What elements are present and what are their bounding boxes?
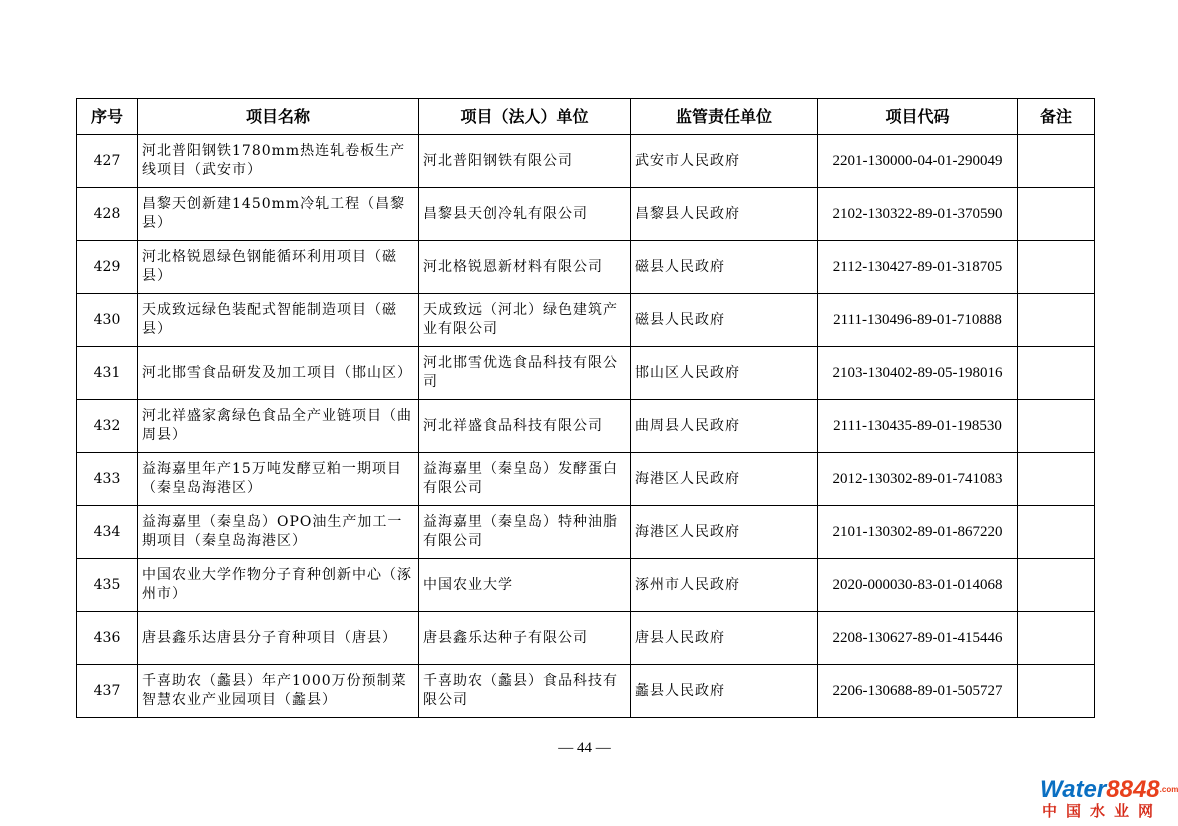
cell-project-code: 2101-130302-89-01-867220: [818, 506, 1018, 559]
cell-project-code: 2208-130627-89-01-415446: [818, 612, 1018, 665]
header-note: 备注: [1018, 99, 1095, 135]
cell-no: 433: [77, 453, 138, 506]
table-row: [77, 559, 1095, 612]
cell-no: 431: [77, 347, 138, 400]
cell-legal-unit: 唐县鑫乐达种子有限公司: [419, 612, 631, 665]
table-row: [77, 135, 1095, 188]
header-legal-unit: 项目（法人）单位: [419, 99, 631, 135]
watermark-logo: [1040, 776, 1178, 822]
cell-project-code: 2103-130402-89-05-198016: [818, 347, 1018, 400]
cell-legal-unit: 千喜助农（蠡县）食品科技有限公司: [419, 665, 631, 718]
table-row: [77, 241, 1095, 294]
cell-legal-unit: 河北邯雪优选食品科技有限公司: [419, 347, 631, 400]
cell-no: 429: [77, 241, 138, 294]
cell-note: [1018, 241, 1095, 294]
cell-legal-unit: 益海嘉里（秦皇岛）特种油脂有限公司: [419, 506, 631, 559]
cell-project-name: 益海嘉里年产15万吨发酵豆粕一期项目（秦皇岛海港区）: [138, 453, 419, 506]
cell-project-code: 2012-130302-89-01-741083: [818, 453, 1018, 506]
cell-supervisor: 唐县人民政府: [631, 612, 818, 665]
cell-project-name: 天成致远绿色装配式智能制造项目（磁县）: [138, 294, 419, 347]
cell-legal-unit: 河北祥盛食品科技有限公司: [419, 400, 631, 453]
cell-project-name: 河北邯雪食品研发及加工项目（邯山区）: [138, 347, 419, 400]
cell-note: [1018, 665, 1095, 718]
cell-no: 434: [77, 506, 138, 559]
cell-note: [1018, 400, 1095, 453]
cell-project-name: 唐县鑫乐达唐县分子育种项目（唐县）: [138, 612, 419, 665]
cell-note: [1018, 294, 1095, 347]
cell-project-code: 2111-130496-89-01-710888: [818, 294, 1018, 347]
header-project-name: 项目名称: [138, 99, 419, 135]
cell-no: 436: [77, 612, 138, 665]
cell-note: [1018, 453, 1095, 506]
table-row: [77, 665, 1095, 718]
cell-supervisor: 海港区人民政府: [631, 506, 818, 559]
cell-note: [1018, 188, 1095, 241]
cell-project-code: 2020-000030-83-01-014068: [818, 559, 1018, 612]
cell-project-code: 2201-130000-04-01-290049: [818, 135, 1018, 188]
cell-supervisor: 邯山区人民政府: [631, 347, 818, 400]
cell-no: 427: [77, 135, 138, 188]
cell-supervisor: 海港区人民政府: [631, 453, 818, 506]
cell-no: 428: [77, 188, 138, 241]
cell-project-code: 2112-130427-89-01-318705: [818, 241, 1018, 294]
cell-no: 437: [77, 665, 138, 718]
header-supervisor: 监管责任单位: [631, 99, 818, 135]
project-table: [76, 98, 1095, 718]
table-row: [77, 400, 1095, 453]
cell-project-name: 中国农业大学作物分子育种创新中心（涿州市）: [138, 559, 419, 612]
cell-project-name: 河北祥盛家禽绿色食品全产业链项目（曲周县）: [138, 400, 419, 453]
cell-legal-unit: 中国农业大学: [419, 559, 631, 612]
header-no: 序号: [77, 99, 138, 135]
cell-project-name: 益海嘉里（秦皇岛）OPO油生产加工一期项目（秦皇岛海港区）: [138, 506, 419, 559]
cell-supervisor: 磁县人民政府: [631, 294, 818, 347]
cell-project-name: 昌黎天创新建1450mm冷轧工程（昌黎县）: [138, 188, 419, 241]
cell-note: [1018, 559, 1095, 612]
cell-no: 430: [77, 294, 138, 347]
table-row: [77, 506, 1095, 559]
table-row: [77, 294, 1095, 347]
header-project-code: 项目代码: [818, 99, 1018, 135]
page-number: — 44 —: [558, 740, 611, 756]
logo-wordmark: $Water8848^{.com}$: [1040, 776, 1178, 803]
table-row: [77, 453, 1095, 506]
table-row: [77, 188, 1095, 241]
cell-supervisor: 涿州市人民政府: [631, 559, 818, 612]
table-row: [77, 612, 1095, 665]
cell-note: [1018, 347, 1095, 400]
cell-project-code: 2111-130435-89-01-198530: [818, 400, 1018, 453]
logo-cn-name: 中国水业网: [1042, 802, 1163, 820]
cell-note: [1018, 612, 1095, 665]
cell-supervisor: 曲周县人民政府: [631, 400, 818, 453]
cell-project-code: 2206-130688-89-01-505727: [818, 665, 1018, 718]
cell-legal-unit: 昌黎县天创冷轧有限公司: [419, 188, 631, 241]
cell-no: 435: [77, 559, 138, 612]
cell-supervisor: 昌黎县人民政府: [631, 188, 818, 241]
cell-project-name: 河北格锐恩绿色钢能循环利用项目（磁县）: [138, 241, 419, 294]
cell-legal-unit: 河北格锐恩新材料有限公司: [419, 241, 631, 294]
cell-supervisor: 武安市人民政府: [631, 135, 818, 188]
cell-no: 432: [77, 400, 138, 453]
cell-supervisor: 磁县人民政府: [631, 241, 818, 294]
cell-project-name: 河北普阳钢铁1780mm热连轧卷板生产线项目（武安市）: [138, 135, 419, 188]
cell-legal-unit: 益海嘉里（秦皇岛）发酵蛋白有限公司: [419, 453, 631, 506]
cell-project-name: 千喜助农（蠡县）年产1000万份预制菜智慧农业产业园项目（蠡县）: [138, 665, 419, 718]
table-row: [77, 347, 1095, 400]
cell-note: [1018, 506, 1095, 559]
cell-legal-unit: 河北普阳钢铁有限公司: [419, 135, 631, 188]
table-header-row: [77, 99, 1095, 135]
cell-note: [1018, 135, 1095, 188]
cell-supervisor: 蠡县人民政府: [631, 665, 818, 718]
cell-legal-unit: 天成致远（河北）绿色建筑产业有限公司: [419, 294, 631, 347]
cell-project-code: 2102-130322-89-01-370590: [818, 188, 1018, 241]
